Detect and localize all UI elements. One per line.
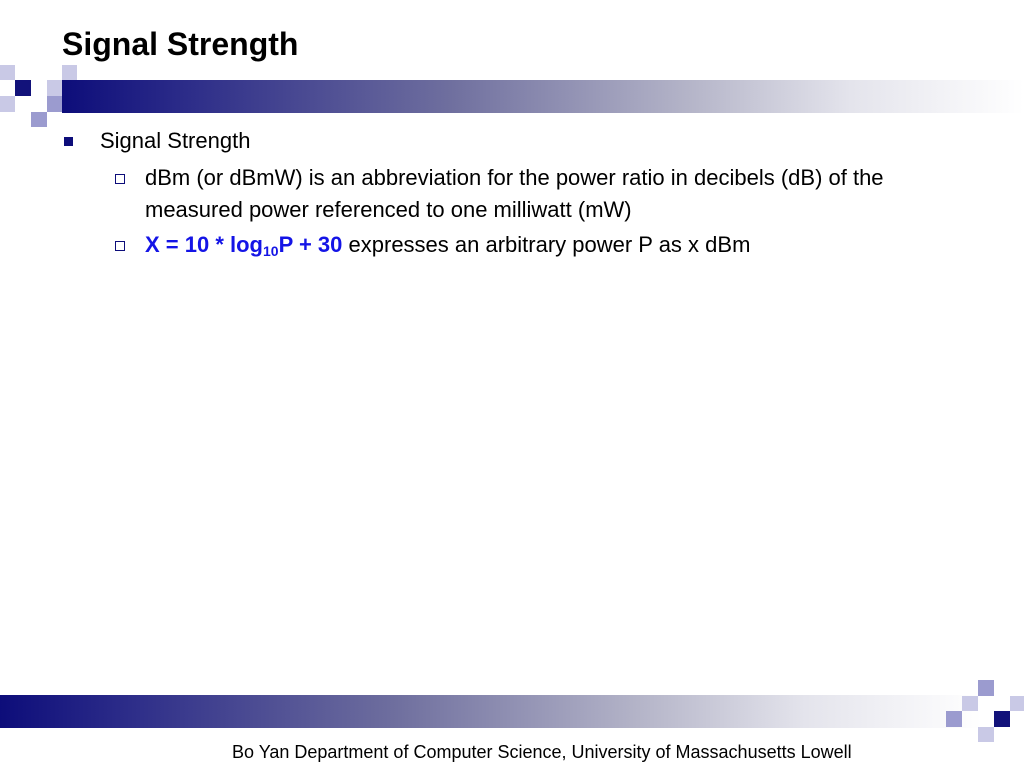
- slide-footer: Bo Yan Department of Computer Science, University of Massachusetts Lowell: [232, 742, 852, 762]
- checker-square: [978, 727, 994, 742]
- checker-square: [62, 65, 77, 80]
- checker-square: [31, 112, 47, 127]
- checker-square: [47, 96, 62, 112]
- dbm-formula: [145, 232, 342, 257]
- bullet-text: Signal Strength: [100, 128, 251, 153]
- checker-square: [15, 80, 31, 96]
- bottom-gradient-band: [0, 695, 982, 728]
- formula-description: expresses an arbitrary power P as x dBm: [342, 232, 751, 257]
- formula-subscript: 10: [263, 243, 279, 259]
- formula-prefix: X = 10 * log: [145, 232, 263, 257]
- sub-bullet-formula-line: [145, 229, 985, 261]
- hollow-bullet-icon: [115, 241, 125, 251]
- top-gradient-band: [62, 80, 1024, 113]
- checker-square: [962, 696, 978, 711]
- checker-square: [994, 711, 1010, 727]
- bullet-square-icon: [64, 137, 73, 146]
- sub-bullet-text: dBm (or dBmW) is an abbreviation for the power ratio in decibels (dB) of the measured power referenced to one milliwatt (mW): [145, 165, 884, 222]
- checker-square: [978, 680, 994, 696]
- checker-square: [1010, 696, 1024, 711]
- checker-square: [0, 96, 15, 112]
- hollow-bullet-icon: [115, 174, 125, 184]
- checker-square: [47, 80, 62, 96]
- checker-square: [0, 65, 15, 80]
- slide-title: Signal Strength: [62, 26, 299, 62]
- checker-square: [946, 711, 962, 727]
- formula-suffix: P + 30: [278, 232, 343, 257]
